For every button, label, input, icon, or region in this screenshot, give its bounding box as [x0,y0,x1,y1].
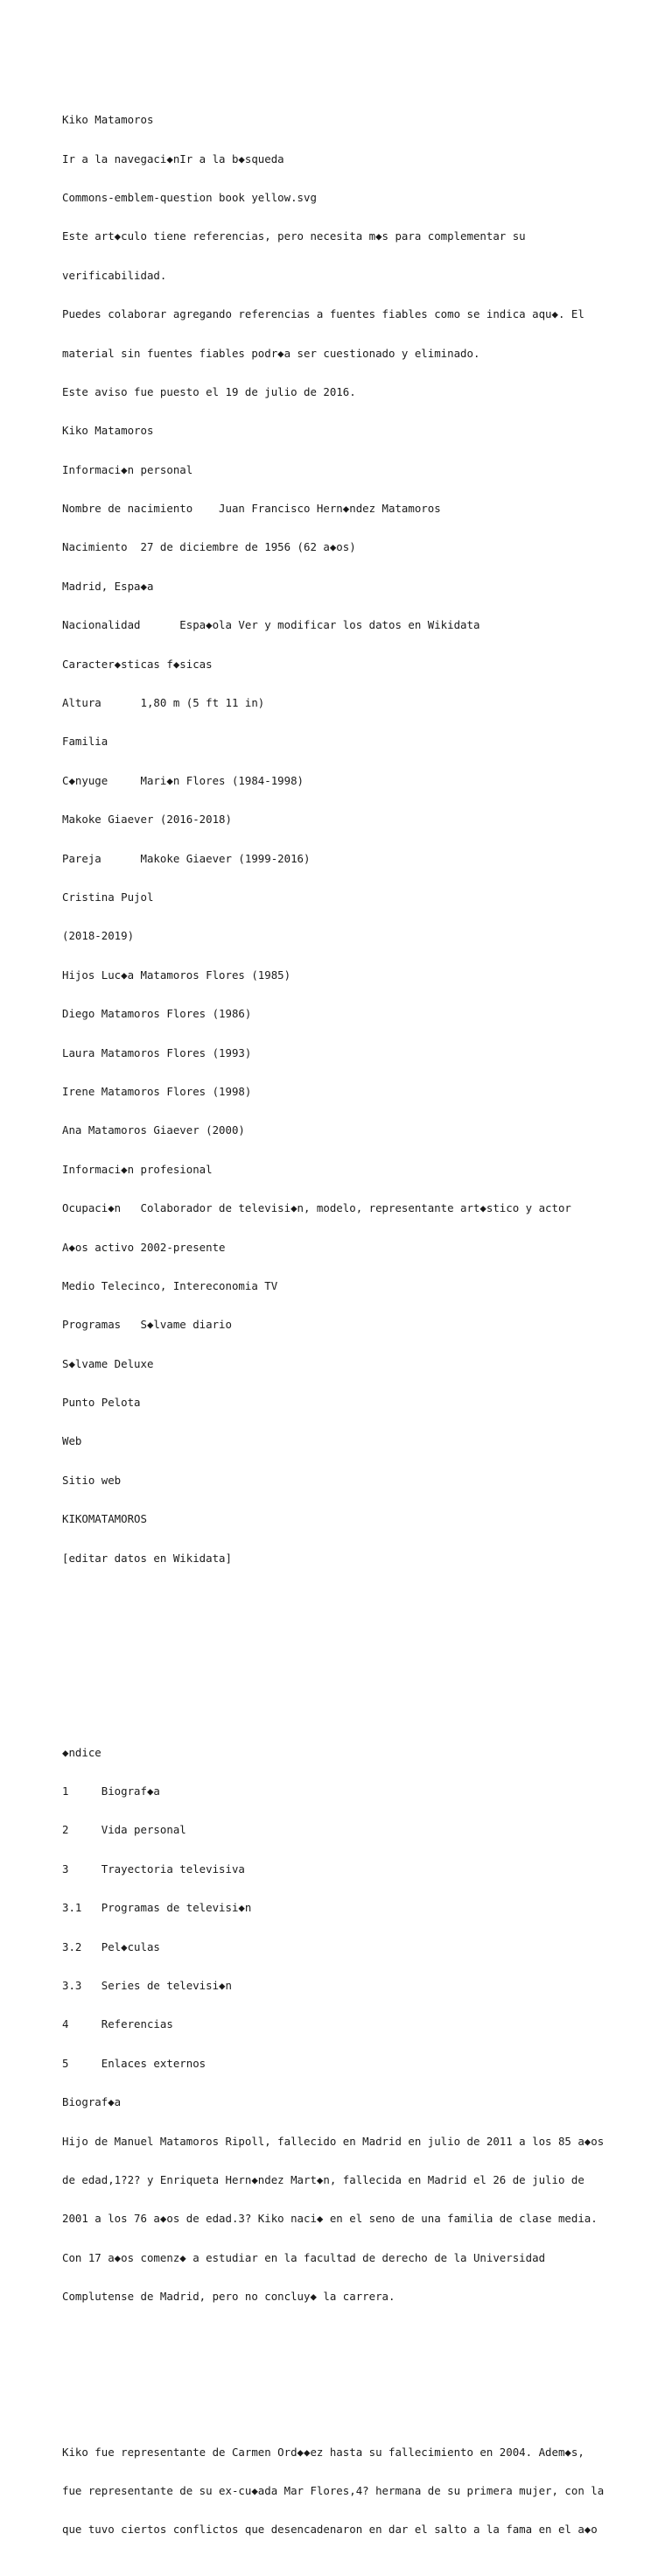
text-line: fue representante de su ex-cu◆ada Mar Flores,4? hermana de su primera mujer, con la [62,2484,605,2498]
text-line: Programas S◆lvame diario [62,1318,232,1332]
text-line: (2018-2019) [62,929,135,943]
text-line: Puedes colaborar agregando referencias a fuentes fiables como se indica aqu◆. El [62,307,584,321]
text-line: Ocupaci◆n Colaborador de televisi◆n, modelo, representante art◆stico y actor [62,1201,571,1215]
text-line: Kiko Matamoros [62,113,154,127]
text-line: Kiko fue representante de Carmen Ord◆◆ez hasta su fallecimiento en 2004. Adem◆s, [62,2445,584,2459]
text-line: Este art◆culo tiene referencias, pero necesita m◆s para complementar su [62,229,526,243]
text-line: [editar datos en Wikidata] [62,1551,232,1565]
blank-line [62,2368,640,2382]
document-body [62,62,640,2576]
text-line: Complutense de Madrid, pero no concluy◆ la carrera. [62,2290,396,2304]
text-line: Ana Matamoros Giaever (2000) [62,1123,245,1137]
index-item: 3.1 Programas de televisi◆n [62,1901,252,1915]
text-line: Ir a la navegaci◆nIr a la b◆squeda [62,151,284,165]
text-line: Hijo de Manuel Matamoros Ripoll, fallecido en Madrid en julio de 2011 a los 85 a◆os [62,2134,605,2148]
text-line: Diego Matamoros Flores (1986) [62,1007,252,1021]
text-line: verificabilidad. [62,268,167,282]
text-line: Madrid, Espa◆a [62,579,154,593]
text-line: Familia [62,735,108,749]
text-line: S◆lvame Deluxe [62,1356,154,1370]
text-line: Nacimiento 27 de diciembre de 1956 (62 a◆os) [62,540,356,554]
text-line: material sin fuentes fiables podr◆a ser cuestionado y eliminado. [62,346,480,360]
text-line: Este aviso fue puesto el 19 de julio de 2016. [62,384,356,398]
text-line: Sitio web [62,1473,122,1487]
index-item: 5 Enlaces externos [62,2056,206,2070]
text-line: Caracter◆sticas f◆sicas [62,657,213,671]
text-line: C◆nyuge Mari◆n Flores (1984-1998) [62,773,304,787]
text-line: Con 17 a◆os comenz◆ a estudiar en la facultad de derecho de la Universidad [62,2250,546,2264]
text-line: Commons-emblem-question book yellow.svg [62,190,317,204]
text-line: Altura 1,80 m (5 ft 11 in) [62,696,265,710]
text-line: Web [62,1434,82,1448]
text-line: Irene Matamoros Flores (1998) [62,1084,252,1098]
index-and-biography-section [62,1721,640,2329]
text-line: Laura Matamoros Flores (1993) [62,1045,252,1059]
text-line: KIKOMATAMOROS [62,1512,147,1526]
index-item: 1 Biograf◆a [62,1784,160,1798]
text-line: Hijos Luc◆a Matamoros Flores (1985) [62,968,291,982]
text-line: de edad,1?2? y Enriqueta Hern◆ndez Mart◆n, fallecida en Madrid el 26 de julio de [62,2172,584,2186]
representative-paragraph [62,2420,640,2563]
text-line: 2001 a los 76 a◆os de edad.3? Kiko naci◆ en el seno de una familia de clase media. [62,2212,598,2226]
index-item: 2 Vida personal [62,1823,186,1837]
text-line: Pareja Makoke Giaever (1999-2016) [62,851,311,865]
text-line: Nacionalidad Espa◆ola Ver y modificar los datos en Wikidata [62,618,480,632]
index-item: 3 Trayectoria televisiva [62,1862,245,1876]
index-item: 4 Referencias [62,2017,173,2031]
text-line: que tuvo ciertos conflictos que desencadenaron en dar el salto a la fama en el a◆o [62,2523,598,2537]
text-line: Informaci◆n personal [62,462,193,476]
text-line: Makoke Giaever (2016-2018) [62,813,232,827]
text-line: A◆os activo 2002-presente [62,1240,226,1254]
blank-line [62,1629,640,1643]
text-line: Informaci◆n profesional [62,1162,213,1176]
text-line: Nombre de nacimiento Juan Francisco Hern◆ndez Matamoros [62,502,441,516]
text-line: Kiko Matamoros [62,424,154,438]
index-heading: ◆ndice [62,1745,102,1759]
index-item: 3.3 Series de televisi◆n [62,1978,232,1992]
text-line: Punto Pelota [62,1396,141,1410]
text-line: Medio Telecinco, Intereconomia TV [62,1278,278,1292]
header-section [62,88,640,1591]
text-line: Cristina Pujol [62,890,154,904]
blank-line [62,1669,640,1682]
index-item: 3.2 Pel◆culas [62,1939,160,1953]
section-heading: Biograf◆a [62,2095,122,2109]
